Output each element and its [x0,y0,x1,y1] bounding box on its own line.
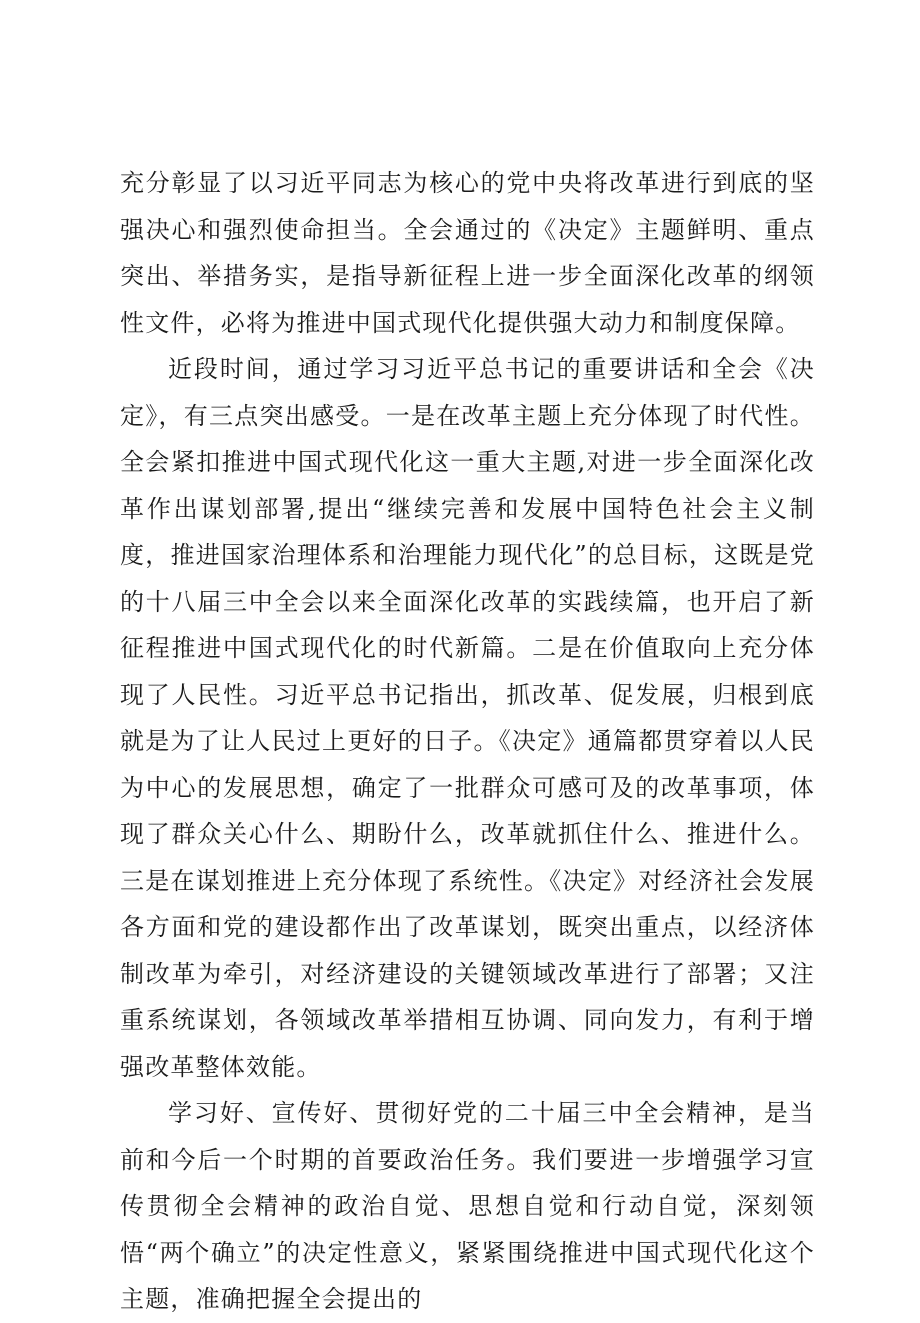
paragraph-continuation: 充分彰显了以习近平同志为核心的党中央将改革进行到底的坚强决心和强烈使命担当。全会通过的《决定》主题鲜明、重点突出、举措务实，是指导新征程上进一步全面深化改革的纲领性文件，必将为推进中国式现代化提供强大动力和制度保障。 [120,169,815,337]
paragraph-three-feelings: 近段时间，通过学习习近平总书记的重要讲话和全会《决定》，有三点突出感受。一是在改革主题上充分体现了时代性。全会紧扣推进中国式现代化这一重大主题,对进一步全面深化改革作出谋划部署,提出“继续完善和发展中国特色社会主义制度，推进国家治理体系和治理能力现代化”的总目标，这既是党的十八届三中全会以来全面深化改革的实践续篇，也开启了新征程推进中国式现代化的时代新篇。二是在价值取向上充分体现了人民性。习近平总书记指出，抓改革、促发展，归根到底就是为了让人民过上更好的日子。《决定》通篇都贯穿着以人民为中心的发展思想，确定了一批群众可感可及的改革事项，体现了群众关心什么、期盼什么，改革就抓住什么、推进什么。三是在谋划推进上充分体现了系统性。《决定》对经济社会发展各方面和党的建设都作出了改革谋划，既突出重点，以经济体制改革为牵引，对经济建设的关键领域改革进行了部署；又注重系统谋划，各领域改革举措相互协调、同向发力，有利于增强改革整体效能。 [120,355,815,1081]
paragraph-study-task: 学习好、宣传好、贯彻好党的二十届三中全会精神，是当前和今后一个时期的首要政治任务。我们要进一步增强学习宣传贯彻全会精神的政治自觉、思想自觉和行动自觉，深刻领悟“两个确立”的决定性意义，紧紧围绕推进中国式现代化这个主题，准确把握全会提出的 [120,1099,815,1313]
document-body [120,160,815,1323]
